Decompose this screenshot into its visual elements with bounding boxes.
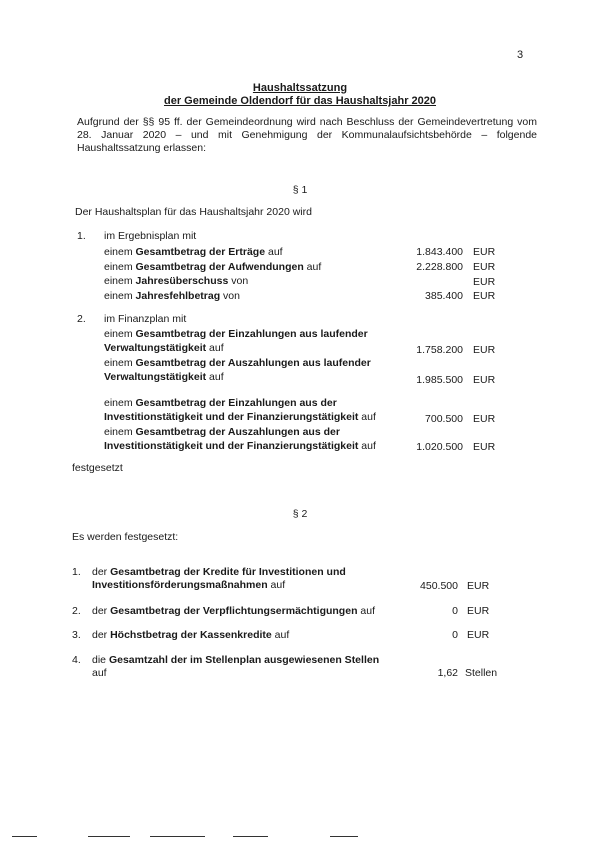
finanz-row-1-line-1: einem Gesamtbetrag der Einzahlungen aus laufender [104, 328, 368, 340]
currency-label: EUR [473, 344, 496, 356]
page-number: 3 [517, 49, 524, 61]
s2-item-2-text: der Gesamtbetrag der Verpflichtungsermächtigungen auf [92, 605, 375, 617]
stellen-unit: Stellen [465, 667, 498, 679]
finanz-row-3-line-1: einem Gesamtbetrag der Einzahlungen aus der [104, 397, 337, 409]
signature-line [150, 836, 205, 837]
finanz-row-4-line-1: einem Gesamtbetrag der Auszahlungen aus der [104, 426, 340, 438]
finanz-row-4-line-2: Investitionstätigkeit und der Finanzierungstätigkeit auf [104, 440, 376, 452]
finanz-row-2-line-2: Verwaltungstätigkeit auf [104, 371, 224, 383]
s2-item-4-line-2: auf [92, 667, 107, 679]
signature-line [88, 836, 130, 837]
finanz-amount-auszahlungen-laufend: 1.985.500 [416, 374, 463, 386]
ergebnis-amount-jahresfehlbetrag: 385.400 [425, 290, 463, 302]
s2-item-4-line-1: die Gesamtzahl der im Stellenplan ausgewiesenen Stellen [92, 654, 380, 666]
kassenkredite-amount: 0 [452, 629, 458, 641]
item-1-label: im Ergebnisplan mit [104, 230, 197, 242]
s2-item-2-number: 2. [72, 605, 81, 617]
section-1-heading: § 1 [292, 184, 308, 196]
finanz-amount-einzahlungen-laufend: 1.758.200 [416, 344, 463, 356]
section-2-heading: § 2 [292, 508, 308, 520]
finanz-row-2-line-1: einem Gesamtbetrag der Auszahlungen aus laufender [104, 357, 371, 369]
currency-label: EUR [467, 629, 490, 641]
preamble: Aufgrund der §§ 95 ff. der Gemeindeordnung wird nach Beschluss der Gemeindevertretung vom 28. Januar 2020 – und mit Genehmigung der Kommunalaufsichtsbehörde – folgende Haushaltssatzung erlassen: [77, 116, 537, 154]
item-2-number: 2. [77, 313, 86, 325]
currency-label: EUR [473, 261, 496, 273]
ergebnis-amount-ertraege: 1.843.400 [416, 246, 463, 258]
finanz-amount-auszahlungen-investition: 1.020.500 [416, 441, 463, 453]
document-title: Haushaltssatzung [252, 82, 348, 94]
section-1-intro: Der Haushaltsplan für das Haushaltsjahr 2020 wird [75, 206, 312, 218]
section-2-intro: Es werden festgesetzt: [72, 531, 179, 543]
ergebnis-row-jahresfehlbetrag: einem Jahresfehlbetrag von [104, 290, 240, 302]
kredite-amount: 450.500 [420, 580, 458, 592]
signature-line [330, 836, 358, 837]
stellen-amount: 1,62 [437, 667, 458, 679]
document-subtitle: der Gemeinde Oldendorf für das Haushaltsjahr 2020 [163, 95, 437, 107]
ergebnis-amount-aufwendungen: 2.228.800 [416, 261, 463, 273]
s2-item-4-number: 4. [72, 654, 81, 666]
signature-line [12, 836, 37, 837]
finanz-amount-einzahlungen-investition: 700.500 [425, 413, 463, 425]
currency-label: EUR [473, 246, 496, 258]
signature-line [233, 836, 268, 837]
verpflichtungsermaechtigungen-amount: 0 [452, 605, 458, 617]
ergebnis-row-ertraege: einem Gesamtbetrag der Erträge auf [104, 246, 283, 258]
s2-item-3-number: 3. [72, 629, 81, 641]
s2-item-3-text: der Höchstbetrag der Kassenkredite auf [92, 629, 290, 641]
currency-label: EUR [473, 290, 496, 302]
s2-item-1-number: 1. [72, 566, 81, 578]
currency-label: EUR [473, 276, 496, 288]
item-1-number: 1. [77, 230, 86, 242]
s2-item-1-line-1: der Gesamtbetrag der Kredite für Investitionen und [92, 566, 346, 578]
item-2-label: im Finanzplan mit [104, 313, 187, 325]
section-1-closing: festgesetzt [72, 462, 123, 474]
currency-label: EUR [473, 413, 496, 425]
currency-label: EUR [467, 580, 490, 592]
currency-label: EUR [467, 605, 490, 617]
ergebnis-row-aufwendungen: einem Gesamtbetrag der Aufwendungen auf [104, 261, 322, 273]
s2-item-1-line-2: Investitionsförderungsmaßnahmen auf [92, 579, 286, 591]
finanz-row-1-line-2: Verwaltungstätigkeit auf [104, 342, 224, 354]
finanz-row-3-line-2: Investitionstätigkeit und der Finanzierungstätigkeit auf [104, 411, 376, 423]
ergebnis-row-jahresueberschuss: einem Jahresüberschuss von [104, 275, 249, 287]
currency-label: EUR [473, 441, 496, 453]
currency-label: EUR [473, 374, 496, 386]
